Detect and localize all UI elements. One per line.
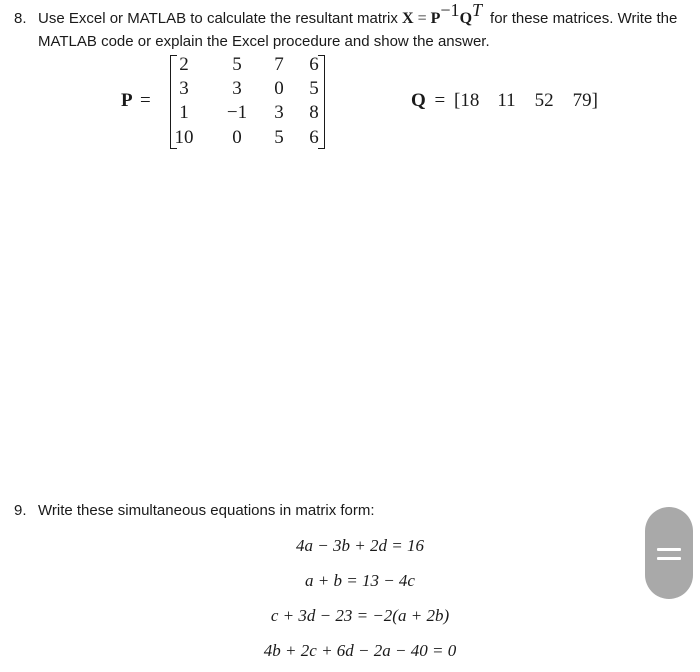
matrix-p-cell: 1 — [179, 102, 189, 123]
matrix-q-value: 18 — [460, 90, 480, 111]
question-8-line-2: MATLAB code or explain the Excel procedure and show the answer. — [38, 33, 490, 50]
x-symbol: X — [402, 10, 414, 27]
matrix-q-value: 52 — [534, 90, 554, 111]
matrix-p-equals: = — [140, 90, 151, 111]
question-8-line-1 — [38, 0, 678, 30]
matrix-p-cell: 2 — [179, 54, 189, 75]
matrix-p-cell: 5 — [232, 54, 242, 75]
inverse-exponent: −1 — [440, 0, 460, 20]
equation-4: 4b + 2c + 6d − 2a − 40 = 0 — [263, 641, 457, 660]
matrix-p-label: P — [121, 90, 133, 111]
matrix-q-open-bracket: [ — [454, 90, 461, 111]
scroll-handle[interactable] — [645, 507, 693, 599]
matrix-p-cell: 7 — [274, 54, 284, 75]
p-symbol: P — [430, 10, 441, 27]
matrix-p-cell: 3 — [179, 78, 189, 99]
matrix-q — [411, 90, 598, 112]
matrix-p-cell: 0 — [232, 127, 242, 148]
matrix-q-value: 11 — [497, 90, 516, 111]
question-8-text-start: Use Excel or MATLAB to calculate the resultant matrix — [38, 10, 403, 27]
equals-sign: = — [413, 10, 431, 27]
matrix-p-cell: 10 — [174, 127, 194, 148]
question-8-text-end: for these matrices. Write the — [490, 10, 678, 27]
question-9-text: Write these simultaneous equations in matrix form: — [38, 502, 375, 519]
matrix-p-cell: 5 — [309, 78, 319, 99]
matrix-q-label: Q — [411, 90, 426, 111]
matrix-p-cell: 0 — [274, 78, 284, 99]
equation-2: a + b = 13 − 4c — [305, 571, 415, 590]
matrix-p-cell: 6 — [309, 127, 319, 148]
matrix-p-cell: 6 — [309, 54, 319, 75]
q-symbol: Q — [459, 10, 473, 27]
question-number: 9. — [14, 502, 27, 519]
equation-3: c + 3d − 23 = −2(a + 2b) — [270, 606, 450, 625]
transpose-exponent: T — [472, 0, 483, 20]
question-number: 8. — [14, 10, 27, 27]
matrix-p-cell: 8 — [309, 102, 319, 123]
matrix-q-value: 79 — [572, 90, 592, 111]
matrix-q-close-bracket: ] — [591, 90, 598, 111]
matrix-q-equals: = — [434, 90, 446, 111]
matrix-p-cell: 3 — [232, 78, 242, 99]
matrix-p-cell: 3 — [274, 102, 284, 123]
equation-1: 4a − 3b + 2d = 16 — [296, 536, 424, 555]
matrix-p-cell: −1 — [226, 102, 248, 123]
matrix-p-cell: 5 — [274, 127, 284, 148]
